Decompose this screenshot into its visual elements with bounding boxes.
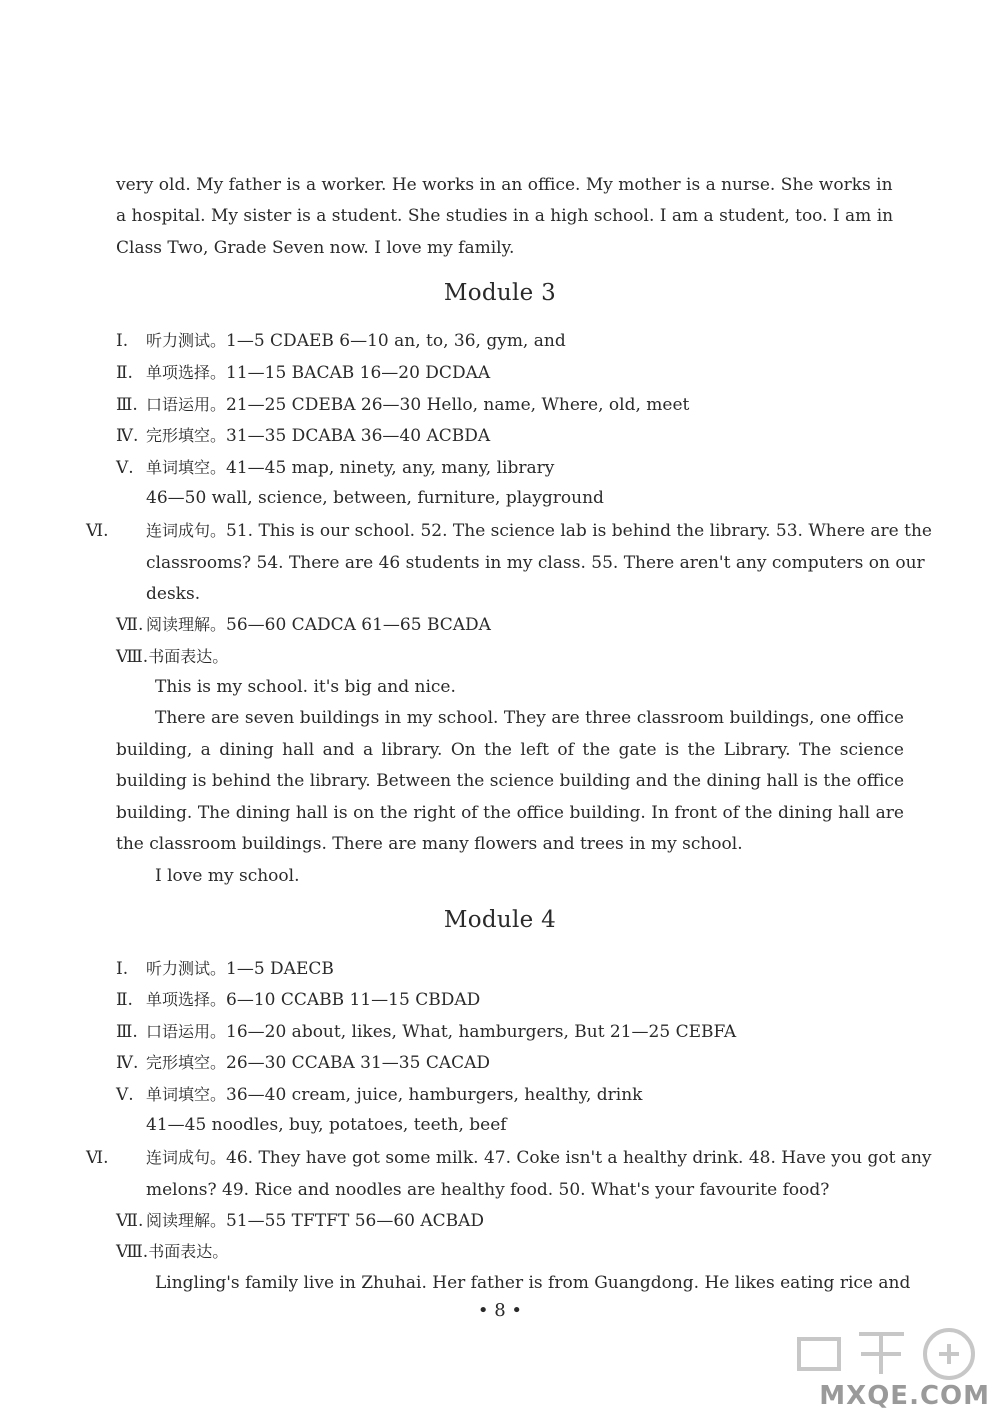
m3-item-4: Ⅳ. 完形填空。31—35 DCABA 36—40 ACBDA: [116, 426, 491, 446]
intro-line-3: Class Two, Grade Seven now. I love my family.: [116, 238, 515, 258]
m4-item-2: Ⅱ. 单项选择。6—10 CCABB 11—15 CBDAD: [116, 990, 481, 1010]
watermark-text: MXQE.COM: [819, 1381, 990, 1411]
m4-item-5: Ⅴ. 单词填空。36—40 cream, juice, hamburgers, healthy, drink: [116, 1085, 643, 1105]
intro-line-2: a hospital. My sister is a student. She studies in a high school. I am a student, too. I am in: [116, 206, 894, 226]
m3-item-3: Ⅲ. 口语运用。21—25 CDEBA 26—30 Hello, name, Where, old, meet: [116, 395, 690, 415]
m3-item-7: Ⅶ. 阅读理解。56—60 CADCA 61—65 BCADA: [116, 615, 491, 635]
m3-item-5b: 46—50 wall, science, between, furniture, playground: [146, 488, 604, 508]
m4-item-3: Ⅲ. 口语运用。16—20 about, likes, What, hamburgers, But 21—25 CEBFA: [116, 1022, 737, 1042]
m4-item-5b: 41—45 noodles, buy, potatoes, teeth, beef: [146, 1115, 507, 1135]
m4-essay-1: Lingling's family live in Zhuhai. Her father is from Guangdong. He likes eating rice and: [155, 1273, 911, 1293]
page-number: • 8 •: [477, 1300, 523, 1321]
m3-item-5: Ⅴ. 单词填空。41—45 map, ninety, any, many, library: [116, 458, 555, 478]
m4-item-7: Ⅶ. 阅读理解。51—55 TFTFT 56—60 ACBAD: [116, 1211, 485, 1231]
m3-essay-3: I love my school.: [155, 866, 300, 886]
m4-item-8: Ⅷ.书面表达。: [116, 1242, 229, 1262]
intro-line-1: very old. My father is a worker. He works in an office. My mother is a nurse. She works in: [116, 175, 893, 195]
m4-item-1: Ⅰ. 听力测试。1—5 DAECB: [116, 959, 334, 979]
m3-essay-1: This is my school. it's big and nice.: [155, 677, 456, 697]
m3-item-8: Ⅷ.书面表达。: [116, 647, 229, 667]
module3-title: Module 3: [443, 280, 557, 306]
m4-item-4: Ⅳ. 完形填空。26—30 CCABA 31—35 CACAD: [116, 1053, 491, 1073]
m3-essay-2: There are seven buildings in my school. They are three classroom buildings, one office building, a dining hall and a library. On the left of the gate is the Library. The science building is behind the library. Between the science building and the dining hall is the office building. The dining hall is on the right of the office building. In front of the dining hall are the classroom buildings. There are many flowers and trees in my school.: [116, 708, 904, 854]
m3-item-1: Ⅰ. 听力测试。1—5 CDAEB 6—10 an, to, 36, gym, and: [116, 331, 566, 351]
m4-item-6: Ⅵ. 连词成句。46. They have got some milk. 47. Coke isn't a healthy drink. 48. Have you got any melons? 49. Rice and noodles are healthy food. 50. What's your favourite food?: [86, 1148, 932, 1200]
m3-item-6: Ⅵ. 连词成句。51. This is our school. 52. The science lab is behind the library. 53. Where are the classrooms? 54. There are 46 students in my class. 55. There aren't any computers on our desks.: [86, 521, 932, 604]
m3-item-2: Ⅱ. 单项选择。11—15 BACAB 16—20 DCDAA: [116, 363, 491, 383]
module4-title: Module 4: [443, 907, 557, 933]
